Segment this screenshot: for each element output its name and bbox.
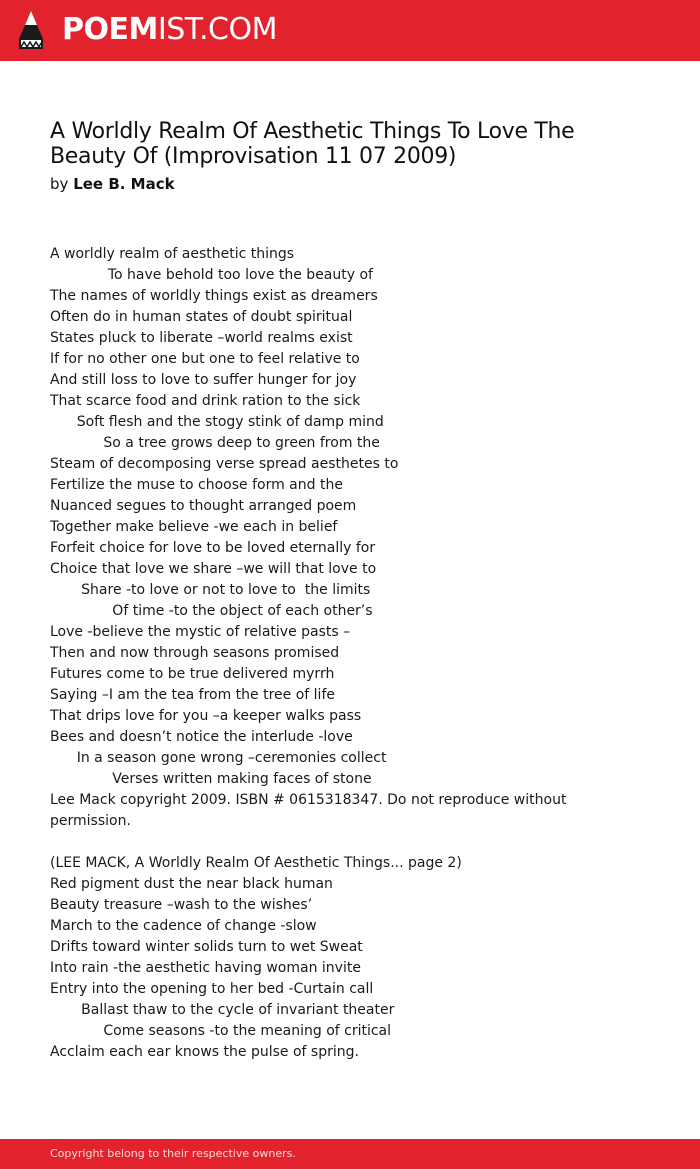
poem-line: If for no other one but one to feel relative to (50, 351, 360, 367)
poem-line: Futures come to be true delivered myrrh (50, 666, 335, 682)
author-name: Lee B. Mack (73, 175, 175, 193)
poem-line: That drips love for you –a keeper walks pass (50, 708, 362, 724)
poem-line: Lee Mack copyright 2009. ISBN # 0615318347. Do not reproduce without permission. (50, 792, 567, 829)
poem-line: Bees and doesn’t notice the interlude -love (50, 729, 353, 745)
poem-line: March to the cadence of change -slow (50, 918, 317, 934)
poem-line: Ballast thaw to the cycle of invariant theater (50, 1002, 395, 1018)
logo-text-light: IST.COM (157, 12, 277, 47)
poem-line: Nuanced segues to thought arranged poem (50, 498, 357, 514)
poem-line: The names of worldly things exist as dreamers (50, 288, 378, 304)
site-header (0, 0, 700, 61)
poem-line: Drifts toward winter solids turn to wet Sweat (50, 939, 363, 955)
poem-line: Share -to love or not to love to the limits (50, 582, 371, 598)
poem-line: To have behold too love the beauty of (50, 267, 373, 283)
poem-line: (LEE MACK, A Worldly Realm Of Aesthetic Things... page 2) (50, 855, 462, 871)
site-logo[interactable] (62, 13, 277, 47)
poem-line: In a season gone wrong –ceremonies collect (50, 750, 387, 766)
poem-line: Verses written making faces of stone (50, 771, 372, 787)
poem-line: Beauty treasure –wash to the wishes’ (50, 897, 313, 913)
poem-line: Soft flesh and the stogy stink of damp mind (50, 414, 384, 430)
poem-line: Come seasons -to the meaning of critical (50, 1023, 392, 1039)
byline (50, 174, 175, 194)
poem-line: Into rain -the aesthetic having woman invite (50, 960, 361, 976)
poem-line: Together make believe -we each in belief (50, 519, 338, 535)
poem-line: A worldly realm of aesthetic things (50, 246, 295, 262)
poem-line: Saying –I am the tea from the tree of life (50, 687, 335, 703)
poem-line: Love -believe the mystic of relative pasts – (50, 624, 351, 640)
poem-line: Often do in human states of doubt spiritual (50, 309, 353, 325)
poem-line: Acclaim each ear knows the pulse of spring. (50, 1044, 359, 1060)
poem-blank-line (50, 832, 610, 853)
pencil-tip-icon (17, 9, 45, 51)
poem-line: So a tree grows deep to green from the (50, 435, 380, 451)
poem-line: Choice that love we share –we will that love to (50, 561, 377, 577)
logo-text-bold: POEM (62, 12, 158, 47)
by-label: by (50, 175, 69, 193)
poem-line: Forfeit choice for love to be loved eternally for (50, 540, 376, 556)
poem-line: Then and now through seasons promised (50, 645, 340, 661)
poem-line: Red pigment dust the near black human (50, 876, 333, 892)
poem-line: That scarce food and drink ration to the sick (50, 393, 361, 409)
footer-copyright: Copyright belong to their respective owners. (50, 1147, 296, 1160)
poem-title: A Worldly Realm Of Aesthetic Things To Love The Beauty Of (Improvisation 11 07 2009) (50, 119, 575, 169)
poem-line: And still loss to love to suffer hunger for joy (50, 372, 357, 388)
poem-line: Steam of decomposing verse spread aesthetes to (50, 456, 399, 472)
poem-line: Of time -to the object of each other’s (50, 603, 373, 619)
site-footer (0, 1139, 700, 1169)
poem-line: States pluck to liberate –world realms exist (50, 330, 353, 346)
poem-body (50, 244, 610, 1063)
poem-line: Entry into the opening to her bed -Curtain call (50, 981, 374, 997)
poem-line: Fertilize the muse to choose form and the (50, 477, 343, 493)
